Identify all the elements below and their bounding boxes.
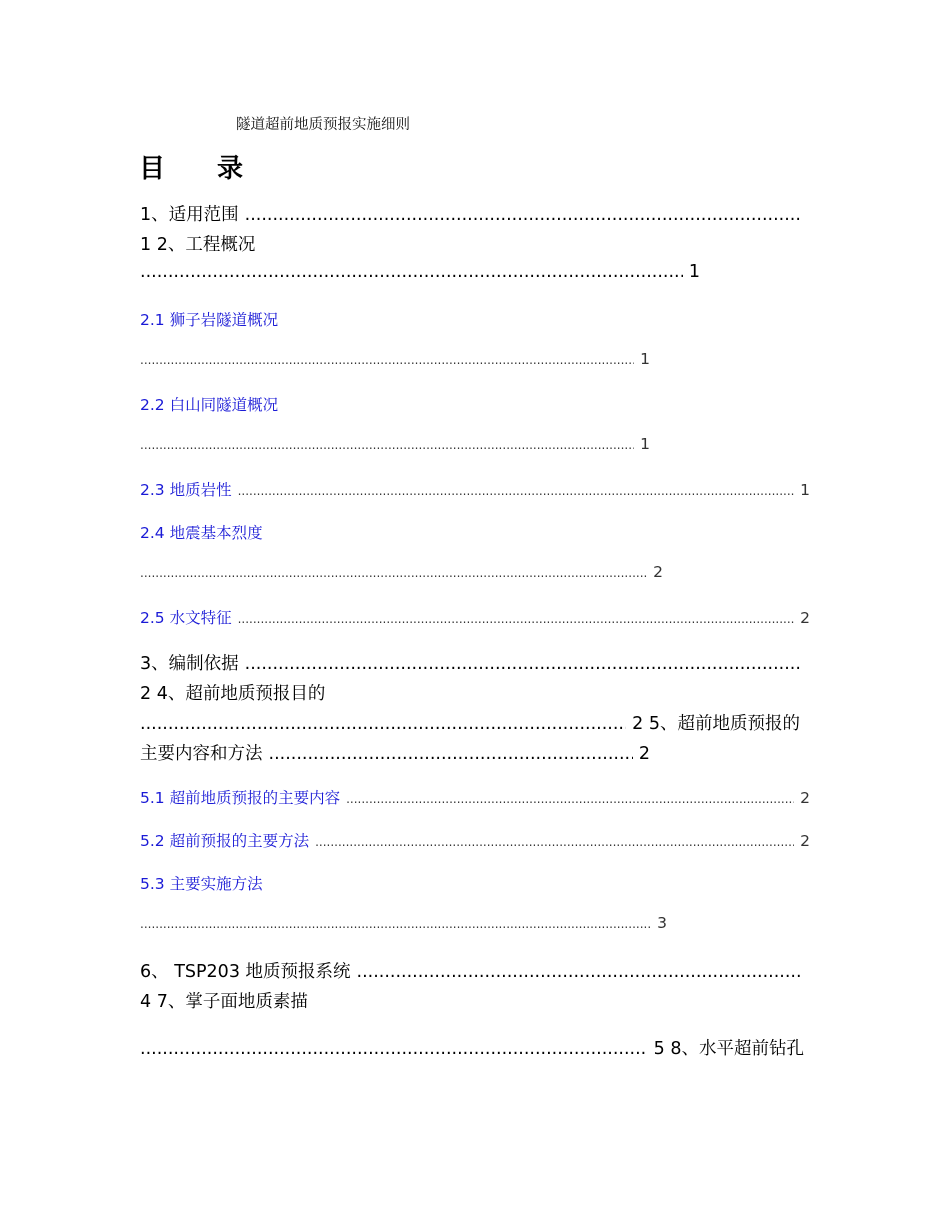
toc-page-number: 1 [640,350,650,368]
toc-entry-label: 3、编制依据 [140,654,239,674]
toc-page-number: 2 [800,609,810,627]
toc-page-number: 1 [800,481,810,499]
toc-leader-dots [140,435,634,453]
toc-entry-5-3[interactable] [140,872,263,894]
toc-entry-2-leader[interactable] [140,262,700,282]
toc-entry-6[interactable] [140,958,806,983]
toc-entry-label: 5.3 主要实施方法 [140,875,263,893]
toc-title [139,148,243,185]
toc-leader-dots [140,262,683,282]
toc-entry-label: 6、 TSP203 地质预报系统 [140,962,351,982]
toc-entry-label: 1、适用范围 [140,205,239,225]
toc-page-number: 2 [632,714,644,734]
toc-entry-1[interactable] [140,201,806,226]
toc-entry-label: 2.2 白山同隧道概况 [140,396,279,414]
toc-leader-dots [269,744,633,764]
toc-entry-2-2[interactable] [140,393,278,415]
toc-entry-2-2-leader[interactable] [140,435,650,453]
toc-page-number: 2 [800,832,810,850]
toc-entry-label: 2.4 地震基本烈度 [140,524,263,542]
toc-entry-label: 8、水平超前钻孔 [670,1039,804,1059]
toc-page-number: 3 [657,914,667,932]
document-header: 隧道超前地质预报实施细则 [236,117,410,133]
toc-leader-dots [238,609,795,627]
toc-entry-4[interactable] [140,680,325,705]
toc-leader-dots [357,962,800,982]
toc-title-left: 目 [139,154,166,184]
toc-entry-label: 5、超前地质预报的 [648,714,800,734]
toc-entry-5-1[interactable] [140,786,810,808]
toc-entry-7[interactable] [140,988,308,1013]
toc-page-number: 2 [800,789,810,807]
toc-entry-5-cont[interactable] [140,740,650,765]
toc-page-number: 2 [638,744,650,764]
toc-title-right: 录 [217,154,244,184]
toc-entry-label: 7、掌子面地质素描 [156,992,308,1012]
toc-page-number: 1 [688,262,700,282]
toc-leader-dots [140,1039,648,1059]
toc-entry-5-3-leader[interactable] [140,914,667,932]
toc-entry-2-1-leader[interactable] [140,350,650,368]
toc-entry-5-2[interactable] [140,829,810,851]
toc-entry-2[interactable] [140,231,255,256]
toc-entry-2-1[interactable] [140,308,278,330]
toc-page-number: 1 [140,235,152,255]
toc-entry-label: 5.2 超前预报的主要方法 [140,832,310,850]
toc-entry-label: 2.3 地质岩性 [140,481,232,499]
toc-leader-dots [315,832,794,850]
toc-entry-label: 2.1 狮子岩隧道概况 [140,311,279,329]
toc-leader-dots [245,654,800,674]
toc-entry-label: 2、工程概况 [156,235,256,255]
toc-page-number: 5 [653,1039,665,1059]
toc-entry-label: 5.1 超前地质预报的主要内容 [140,789,341,807]
toc-entry-label: 2.5 水文特征 [140,609,232,627]
toc-leader-dots [245,205,800,225]
toc-page-number: 4 [140,992,152,1012]
toc-entry-5[interactable] [140,710,800,735]
toc-leader-dots [140,350,634,368]
toc-page-number: 1 [640,435,650,453]
toc-leader-dots [140,714,626,734]
toc-entry-label: 主要内容和方法 [140,744,263,764]
toc-entry-2-3[interactable] [140,478,810,500]
toc-leader-dots [238,481,795,499]
toc-entry-2-4-leader[interactable] [140,563,663,581]
toc-leader-dots [140,914,651,932]
toc-entry-label: 4、超前地质预报目的 [156,684,326,704]
toc-entry-8[interactable] [140,1035,804,1060]
toc-page-number: 2 [140,684,152,704]
toc-page-number: 2 [653,563,663,581]
toc-entry-3[interactable] [140,650,806,675]
toc-entry-2-4[interactable] [140,521,263,543]
toc-entry-2-5[interactable] [140,606,810,628]
toc-leader-dots [140,563,647,581]
toc-leader-dots [346,789,794,807]
